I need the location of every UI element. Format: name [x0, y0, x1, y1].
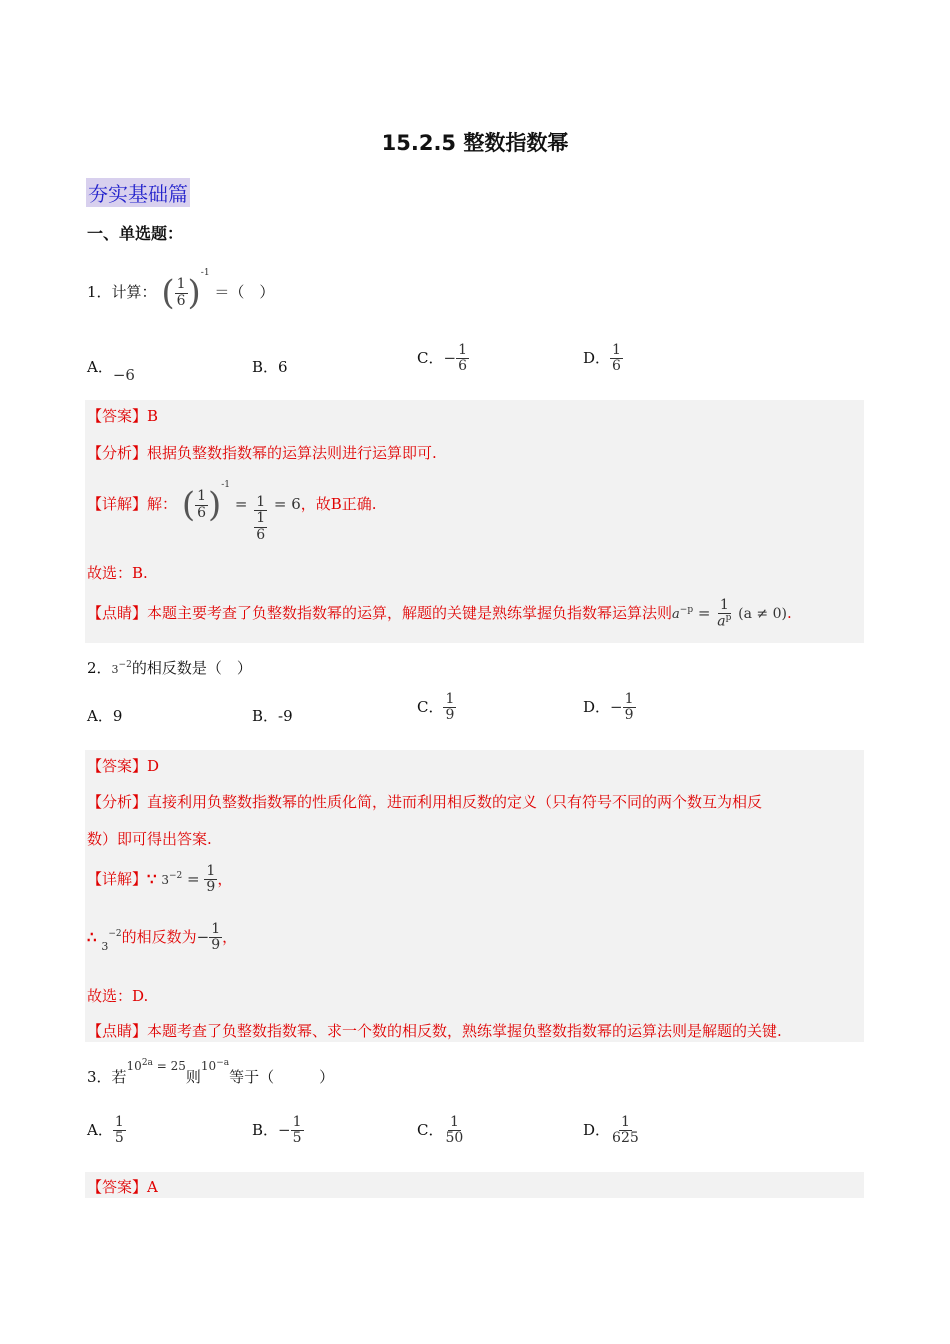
q2-analysis-line2: 数）即可得出答案. — [87, 830, 212, 848]
question-1-suffix: ＝（ ） — [214, 283, 275, 301]
answer-tag: 【答案】 — [87, 1178, 148, 1196]
q3-answer — [87, 1176, 158, 1197]
formula-lhs-exp: −p — [679, 605, 694, 616]
q1-option-b — [252, 356, 288, 377]
option-label: B． — [252, 707, 279, 725]
subheading: 一、单选题： — [87, 224, 184, 243]
q3-condition — [127, 1059, 186, 1073]
q2-choose: 故选：D. — [87, 987, 149, 1005]
option-label: A． — [87, 707, 113, 725]
q2-option-a — [87, 705, 122, 726]
option-label: C． — [417, 348, 444, 367]
q1-fraction-num: 1 — [176, 276, 186, 293]
fraction-den: 6 — [458, 358, 467, 375]
option-fraction — [610, 343, 623, 375]
detail-tag: 【详解】 — [87, 495, 148, 513]
paren-open: ( — [161, 273, 175, 313]
inner-fraction — [254, 511, 267, 543]
therefore-base: 3 — [101, 939, 109, 953]
target-exp: −a — [216, 1058, 230, 1068]
detail-fraction — [195, 489, 208, 521]
comment-tag: 【点睛】 — [87, 1022, 148, 1040]
fraction-den: 6 — [197, 504, 206, 521]
q1-option-a — [87, 356, 135, 384]
q1-fraction-den: 6 — [176, 292, 186, 309]
q1-option-d — [583, 343, 623, 375]
cond-exp: 2a — [141, 1058, 153, 1068]
detail-tail: ，故B正确. — [300, 495, 377, 513]
therefore-exp: −2 — [108, 928, 122, 939]
q3-solution-box — [85, 1172, 864, 1198]
question-2-prefix: 2． — [87, 659, 112, 677]
option-label: D． — [583, 348, 611, 367]
option-fraction — [456, 343, 469, 375]
comment-text: 本题考查了负整数指数幂、求一个数的相反数，熟练掌握负整数指数幂的运算法则是解题的关键. — [147, 1022, 782, 1040]
q2-exp: −2 — [118, 660, 132, 670]
formula-den-exp: p — [725, 613, 732, 624]
formula-den — [715, 614, 733, 630]
q2-detail — [87, 864, 232, 896]
q2-comment — [87, 1020, 782, 1041]
fraction-den: 9 — [445, 707, 455, 724]
option-fraction — [443, 1115, 465, 1147]
therefore-text: 的相反数为 — [121, 927, 197, 946]
fraction-num: 1 — [620, 1114, 630, 1130]
fraction-num: 1 — [624, 691, 634, 707]
fraction-num: 1 — [612, 342, 621, 358]
q1-analysis — [87, 442, 437, 463]
q1-choose: 故选：B. — [87, 564, 148, 582]
question-2 — [87, 657, 252, 678]
compound-fraction — [252, 495, 269, 543]
paren-close: ) — [187, 273, 201, 313]
comment-text: 本题主要考查了负整数指数幂的运算，解题的关键是熟练掌握负指数幂运算法则 — [147, 604, 673, 623]
fraction-num: 1 — [445, 691, 455, 707]
q1-comment — [87, 598, 792, 630]
fraction-num: 1 — [197, 488, 206, 505]
option-value: −6 — [112, 366, 135, 384]
q1-fraction — [175, 277, 188, 309]
option-value: -9 — [278, 707, 293, 725]
fraction-num: 1 — [206, 863, 216, 879]
detail-base: 3 — [161, 872, 169, 887]
therefore-sign: − — [196, 927, 210, 946]
option-label: D． — [583, 1120, 611, 1139]
fraction-num: 1 — [449, 1114, 459, 1130]
option-label: D． — [583, 697, 611, 716]
option-fraction — [443, 692, 456, 724]
therefore-comma: ， — [222, 927, 238, 946]
answer-tag: 【答案】 — [87, 407, 148, 425]
question-3 — [87, 1058, 335, 1087]
q2-therefore — [87, 922, 237, 954]
option-sign: − — [278, 1120, 291, 1139]
fraction-den: 5 — [114, 1130, 124, 1147]
paren-open: ( — [181, 485, 196, 525]
q2-option-c — [417, 692, 456, 724]
option-sign: − — [610, 697, 623, 716]
option-value: 6 — [278, 358, 288, 376]
fraction-den: 50 — [445, 1130, 464, 1147]
q2-analysis — [87, 791, 762, 812]
q3-option-c — [417, 1115, 465, 1147]
question-1 — [87, 268, 275, 313]
q2-option-b — [252, 705, 293, 726]
fraction-den: 9 — [211, 937, 221, 954]
option-label: B． — [252, 1120, 279, 1139]
because-symbol: ∵ — [147, 869, 157, 888]
equals-sign: = — [234, 495, 248, 513]
question-2-suffix: 的相反数是（ ） — [131, 659, 252, 677]
option-label: A． — [87, 1120, 113, 1139]
option-fraction — [291, 1115, 304, 1147]
answer-value: A — [147, 1178, 158, 1196]
section-heading: 夯实基础篇 — [86, 178, 190, 207]
option-label: A． — [87, 358, 113, 376]
q1-answer — [87, 405, 158, 426]
detail-fraction — [204, 864, 217, 896]
detail-exp: −2 — [168, 870, 183, 881]
detail-lead: 解： — [147, 495, 178, 513]
q3-target — [201, 1059, 229, 1073]
option-fraction — [623, 692, 636, 724]
detail-exponent: -1 — [221, 480, 231, 490]
formula-eq: = — [697, 604, 711, 623]
fraction-den: 5 — [292, 1130, 302, 1147]
cond-eq: = 25 — [156, 1059, 186, 1073]
analysis-text: 根据负整数指数幂的运算法则进行运算即可. — [147, 444, 437, 462]
option-value: 9 — [112, 707, 123, 725]
paren-close: ) — [208, 485, 222, 525]
compound-den — [252, 511, 269, 543]
comment-tag: 【点睛】 — [87, 604, 148, 623]
compound-num: 1 — [256, 493, 266, 510]
formula-fraction — [715, 598, 733, 630]
question-1-prefix: 1．计算： — [87, 283, 157, 301]
q2-answer — [87, 755, 159, 776]
inner-num: 1 — [256, 510, 266, 527]
formula-num: 1 — [719, 597, 729, 613]
comment-end: . — [786, 604, 792, 623]
fraction-num: 1 — [114, 1114, 124, 1130]
fraction-num: 1 — [211, 921, 221, 937]
fraction-den: 625 — [612, 1130, 639, 1147]
q3-option-d — [583, 1115, 641, 1147]
equals-result: = 6 — [273, 495, 301, 513]
q3-option-a — [87, 1115, 126, 1147]
answer-value: D — [147, 757, 160, 775]
option-sign: − — [443, 348, 457, 367]
option-label: C． — [417, 697, 444, 716]
formula-condition: (a ≠ 0) — [738, 606, 787, 623]
analysis-tag: 【分析】 — [87, 793, 148, 811]
fraction-den: 9 — [624, 707, 634, 724]
detail-comma: ， — [217, 869, 233, 888]
option-fraction — [113, 1115, 126, 1147]
target-base: 10 — [200, 1059, 217, 1073]
option-fraction — [610, 1115, 641, 1147]
analysis-text-line1: 直接利用负整数指数幂的性质化简，进而利用相反数的定义（只有符号不同的两个数互为相反 — [147, 793, 763, 811]
q2-option-d — [583, 692, 636, 724]
fraction-num: 1 — [458, 342, 467, 358]
question-3-prefix: 3．若 — [87, 1068, 127, 1086]
option-label: C． — [417, 1120, 444, 1139]
fraction-den: 9 — [206, 879, 216, 896]
analysis-tag: 【分析】 — [87, 444, 148, 462]
formula-lhs: a — [672, 607, 680, 623]
question-3-suffix: 等于（ ） — [229, 1068, 335, 1086]
q1-option-c — [417, 343, 469, 375]
inner-den: 6 — [256, 526, 266, 543]
detail-eq: = — [187, 869, 200, 888]
q1-exponent: -1 — [200, 268, 210, 278]
answer-value: B — [147, 407, 159, 425]
q1-detail — [87, 480, 377, 543]
option-label: B． — [252, 358, 279, 376]
q3-option-b — [252, 1115, 304, 1147]
fraction-den: 6 — [612, 358, 621, 375]
answer-tag: 【答案】 — [87, 757, 148, 775]
page-title: 15.2.5 整数指数幂 — [381, 131, 569, 155]
therefore-fraction — [209, 922, 222, 954]
q3-then: 则 — [185, 1068, 201, 1086]
therefore-symbol: ∴ — [87, 927, 97, 946]
detail-tag: 【详解】 — [87, 869, 148, 888]
fraction-num: 1 — [292, 1114, 302, 1130]
cond-base: 10 — [126, 1059, 142, 1073]
q2-base: 3 — [111, 663, 119, 676]
formula-den-base: a — [717, 614, 726, 631]
